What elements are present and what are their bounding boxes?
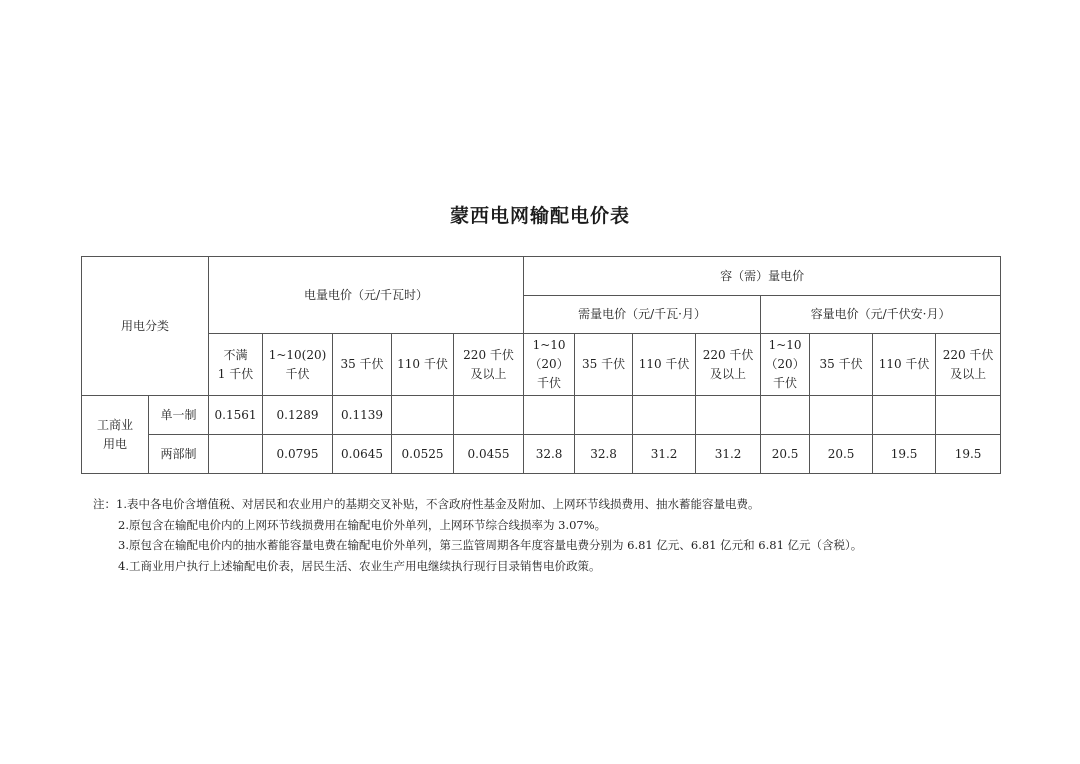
table-cell (633, 396, 696, 435)
table-cell: 31.2 (633, 435, 696, 474)
tariff-table (81, 256, 1001, 474)
notes-section (93, 494, 1053, 576)
table-cell: 0.1561 (209, 396, 263, 435)
group-label: 工商业 用电 (82, 396, 149, 474)
energy-level-header: 不满 1 千伏 (209, 334, 263, 396)
table-cell (761, 396, 810, 435)
energy-level-header: 110 千伏 (392, 334, 454, 396)
capacity-price-header: 容量电价（元/千伏安·月） (761, 296, 1001, 334)
row-label: 单一制 (149, 396, 209, 435)
table-cell: 20.5 (810, 435, 873, 474)
table-cell (696, 396, 761, 435)
category-header: 用电分类 (82, 257, 209, 396)
capacity-level-header: 110 千伏 (873, 334, 936, 396)
table-row (82, 435, 1001, 474)
document-title: 蒙西电网输配电价表 (449, 205, 630, 227)
note-line: 3.原包含在输配电价内的抽水蓄能容量电费在输配电价外单列，第三监管周期各年度容量电费分别为 6.81 亿元、6.81 亿元和 6.81 亿元（含税）。 (118, 538, 863, 552)
note-line: 注：1.表中各电价含增值税、对居民和农业用户的基期交叉补贴，不含政府性基金及附加、上网环节线损费用、抽水蓄能容量电费。 (93, 497, 760, 511)
table-row (82, 396, 1001, 435)
note-line: 2.原包含在输配电价内的上网环节线损费用在输配电价外单列，上网环节综合线损率为 3.07%。 (118, 517, 607, 532)
energy-price-header: 电量电价（元/千瓦时） (209, 257, 524, 334)
table-cell: 32.8 (575, 435, 633, 474)
demand-price-header: 需量电价（元/千瓦·月） (524, 296, 761, 334)
row-label: 两部制 (149, 435, 209, 474)
demand-level-header: 1~10 （20） 千伏 (524, 334, 575, 396)
table-cell: 0.0645 (333, 435, 392, 474)
capacity-group-header: 容（需）量电价 (524, 257, 1001, 296)
demand-level-header: 35 千伏 (575, 334, 633, 396)
table-cell: 19.5 (873, 435, 936, 474)
table-cell (575, 396, 633, 435)
table-cell: 0.0455 (454, 435, 524, 474)
table-cell (454, 396, 524, 435)
table-cell: 0.0525 (392, 435, 454, 474)
table-cell: 32.8 (524, 435, 575, 474)
energy-level-header: 220 千伏 及以上 (454, 334, 524, 396)
table-cell (873, 396, 936, 435)
table-cell: 19.5 (936, 435, 1001, 474)
table-cell (209, 435, 263, 474)
capacity-level-header: 220 千伏 及以上 (936, 334, 1001, 396)
table-cell (392, 396, 454, 435)
demand-level-header: 220 千伏 及以上 (696, 334, 761, 396)
table-cell: 0.1139 (333, 396, 392, 435)
table-cell (810, 396, 873, 435)
note-line: 4.工商业用户执行上述输配电价表，居民生活、农业生产用电继续执行现行目录销售电价政策。 (118, 558, 601, 573)
table-cell (524, 396, 575, 435)
table-cell (936, 396, 1001, 435)
table-cell: 0.0795 (263, 435, 333, 474)
energy-level-header: 1~10(20) 千伏 (263, 334, 333, 396)
table-cell: 31.2 (696, 435, 761, 474)
demand-level-header: 110 千伏 (633, 334, 696, 396)
table-cell: 20.5 (761, 435, 810, 474)
table-cell: 0.1289 (263, 396, 333, 435)
energy-level-header: 35 千伏 (333, 334, 392, 396)
capacity-level-header: 1~10 （20） 千伏 (761, 334, 810, 396)
capacity-level-header: 35 千伏 (810, 334, 873, 396)
